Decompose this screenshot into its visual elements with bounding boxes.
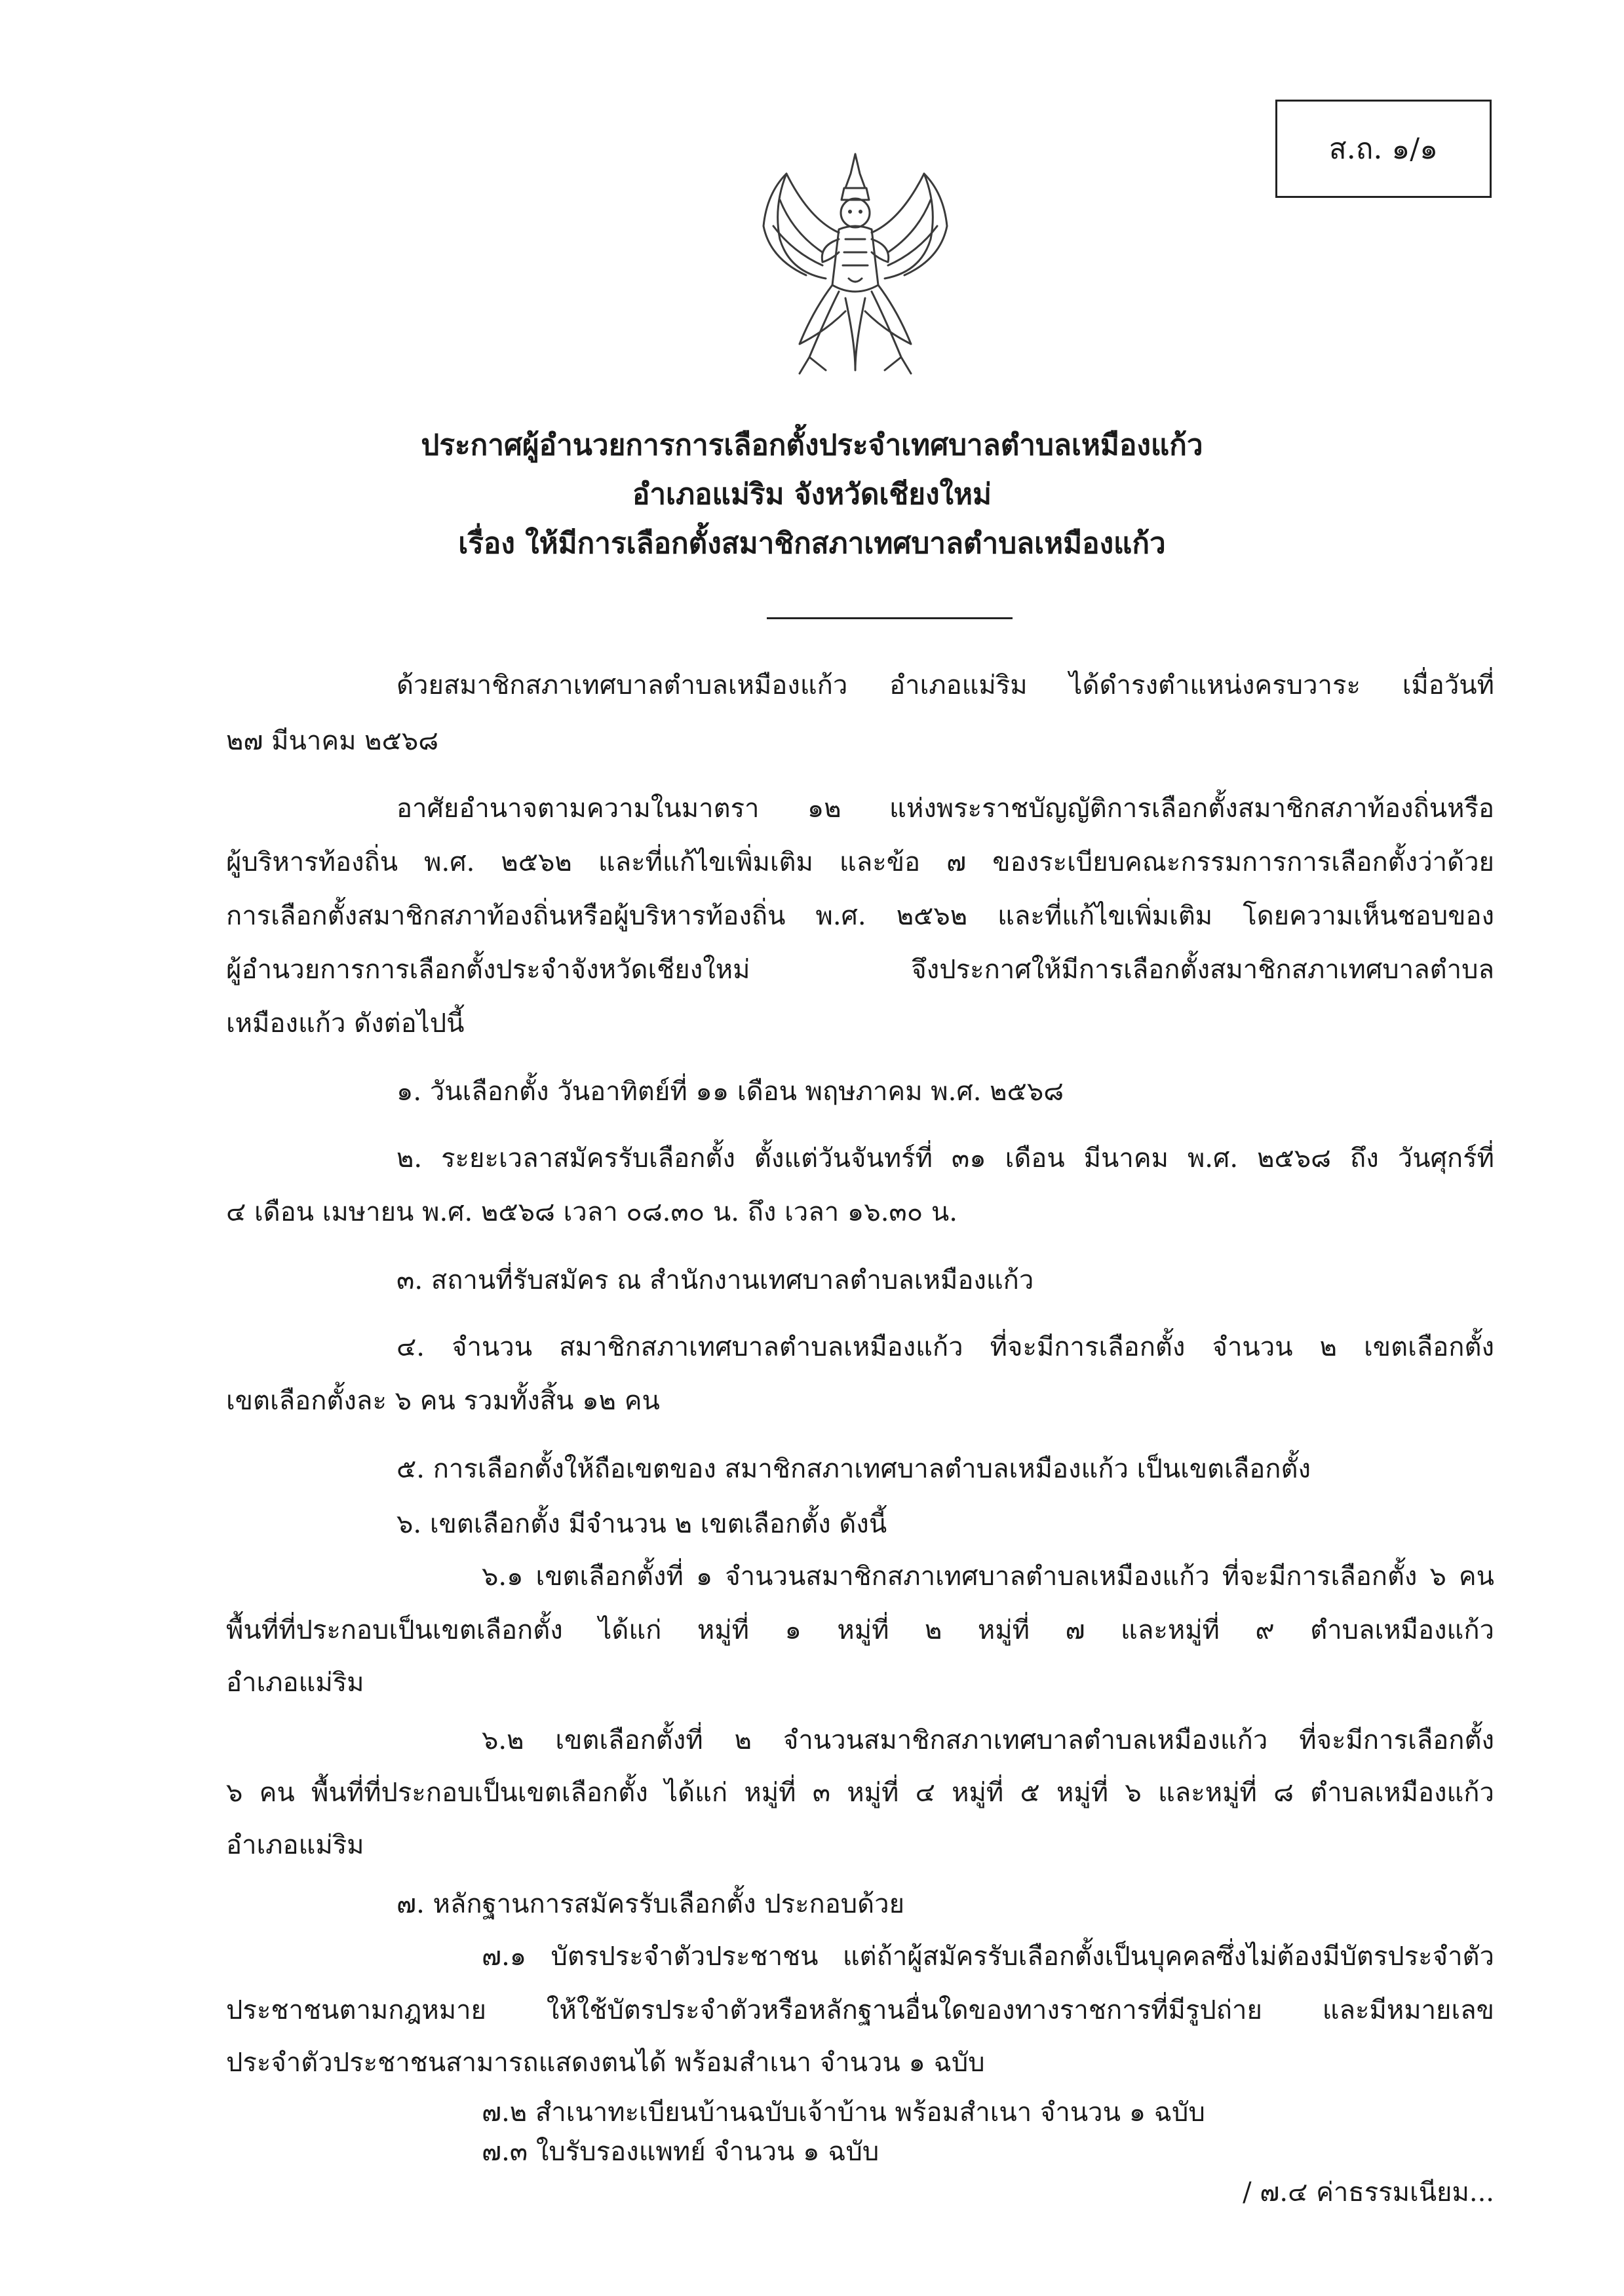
item-6-1-line-2: พื้นที่ที่ประกอบเป็นเขตเลือกตั้ง ได้แก่ หมู่ที่ ๑ หมู่ที่ ๒ หมู่ที่ ๗ และหมู่ที่ ๙ ตำบลเหมืองแก้ว [226,1615,1494,1645]
title-divider [767,617,1013,619]
item-7-1-line-1: ๗.๑ บัตรประจำตัวประชาชน แต่ถ้าผู้สมัครรับเลือกตั้งเป็นบุคคลซึ่งไม่ต้องมีบัตรประจำตัว [482,1942,1494,1972]
item-6-1-line-3: อำเภอแม่ริม [226,1668,364,1698]
item-6-2-line-1: ๖.๒ เขตเลือกตั้งที่ ๒ จำนวนสมาชิกสภาเทศบาลตำบลเหมืองแก้ว ที่จะมีการเลือกตั้ง [482,1725,1494,1755]
item-7-2: ๗.๒ สำเนาทะเบียนบ้านฉบับเจ้าบ้าน พร้อมสำเนา จำนวน ๑ ฉบับ [482,2097,1205,2128]
item-7-3: ๗.๓ ใบรับรองแพทย์ จำนวน ๑ ฉบับ [482,2137,880,2167]
form-code: ส.ถ. ๑/๑ [1328,132,1439,166]
garuda-emblem-icon [747,147,963,387]
title-line-2: อำเภอแม่ริม จังหวัดเชียงใหม่ [632,478,992,511]
authority-line-5: เหมืองแก้ว ดังต่อไปนี้ [226,1008,465,1039]
continuation-note: / ๗.๔ ค่าธรรมเนียม... [1243,2177,1494,2208]
item-7: ๗. หลักฐานการสมัครรับเลือกตั้ง ประกอบด้วย [396,1889,905,1919]
item-1: ๑. วันเลือกตั้ง วันอาทิตย์ที่ ๑๑ เดือน พฤษภาคม พ.ศ. ๒๕๖๘ [396,1077,1064,1107]
item-2-line-2: ๔ เดือน เมษายน พ.ศ. ๒๕๖๘ เวลา ๐๘.๓๐ น. ถึง เวลา ๑๖.๓๐ น. [226,1197,957,1227]
intro-line-1: ด้วยสมาชิกสภาเทศบาลตำบลเหมืองแก้ว อำเภอแม่ริม ได้ดำรงตำแหน่งครบวาระ เมื่อวันที่ [396,670,1494,700]
item-6-1-line-1: ๖.๑ เขตเลือกตั้งที่ ๑ จำนวนสมาชิกสภาเทศบาลตำบลเหมืองแก้ว ที่จะมีการเลือกตั้ง ๖ คน [482,1561,1494,1592]
item-4-line-1: ๔. จำนวน สมาชิกสภาเทศบาลตำบลเหมืองแก้ว ที่จะมีการเลือกตั้ง จำนวน ๒ เขตเลือกตั้ง [396,1332,1494,1362]
item-7-1-line-2: ประชาชนตามกฎหมาย ให้ใช้บัตรประจำตัวหรือหลักฐานอื่นใดของทางราชการที่มีรูปถ่าย และมีหมายเลข [226,1995,1494,2025]
title-line-3: เรื่อง ให้มีการเลือกตั้งสมาชิกสภาเทศบาลตำบลเหมืองแก้ว [458,527,1166,560]
item-2-line-1: ๒. ระยะเวลาสมัครรับเลือกตั้ง ตั้งแต่วันจันทร์ที่ ๓๑ เดือน มีนาคม พ.ศ. ๒๕๖๘ ถึง วันศุกร์ที่ [396,1143,1494,1174]
intro-line-2: ๒๗ มีนาคม ๒๕๖๘ [226,726,439,756]
item-5: ๕. การเลือกตั้งให้ถือเขตของ สมาชิกสภาเทศบาลตำบลเหมืองแก้ว เป็นเขตเลือกตั้ง [396,1454,1311,1484]
authority-line-4: ผู้อำนวยการการเลือกตั้งประจำจังหวัดเชียงใหม่ จึงประกาศให้มีการเลือกตั้งสมาชิกสภาเทศบาลตำบล [226,955,1494,985]
title-line-1: ประกาศผู้อำนวยการการเลือกตั้งประจำเทศบาลตำบลเหมืองแก้ว [421,429,1203,462]
authority-line-3: การเลือกตั้งสมาชิกสภาท้องถิ่นหรือผู้บริหารท้องถิ่น พ.ศ. ๒๕๖๒ และที่แก้ไขเพิ่มเติม โดยความเห็นชอบของ [226,901,1494,931]
form-code-box [1275,100,1492,198]
item-7-1-line-3: ประจำตัวประชาชนสามารถแสดงตนได้ พร้อมสำเนา จำนวน ๑ ฉบับ [226,2048,985,2078]
authority-line-2: ผู้บริหารท้องถิ่น พ.ศ. ๒๕๖๒ และที่แก้ไขเพิ่มเติม และข้อ ๗ ของระเบียบคณะกรรมการการเลือกตั้งว่าด้วย [226,847,1494,877]
item-6-2-line-2: ๖ คน พื้นที่ที่ประกอบเป็นเขตเลือกตั้ง ได้แก่ หมู่ที่ ๓ หมู่ที่ ๔ หมู่ที่ ๕ หมู่ที่ ๖ และหมู่ที่ ๘ ตำบลเหมืองแก้ว [226,1778,1494,1808]
item-3: ๓. สถานที่รับสมัคร ณ สำนักงานเทศบาลตำบลเหมืองแก้ว [396,1265,1034,1295]
item-4-line-2: เขตเลือกตั้งละ ๖ คน รวมทั้งสิ้น ๑๒ คน [226,1386,660,1416]
authority-line-1: อาศัยอำนาจตามความในมาตรา ๑๒ แห่งพระราชบัญญัติการเลือกตั้งสมาชิกสภาท้องถิ่นหรือ [396,794,1494,824]
item-6-2-line-3: อำเภอแม่ริม [226,1830,364,1860]
item-6: ๖. เขตเลือกตั้ง มีจำนวน ๒ เขตเลือกตั้ง ดังนี้ [396,1509,887,1539]
